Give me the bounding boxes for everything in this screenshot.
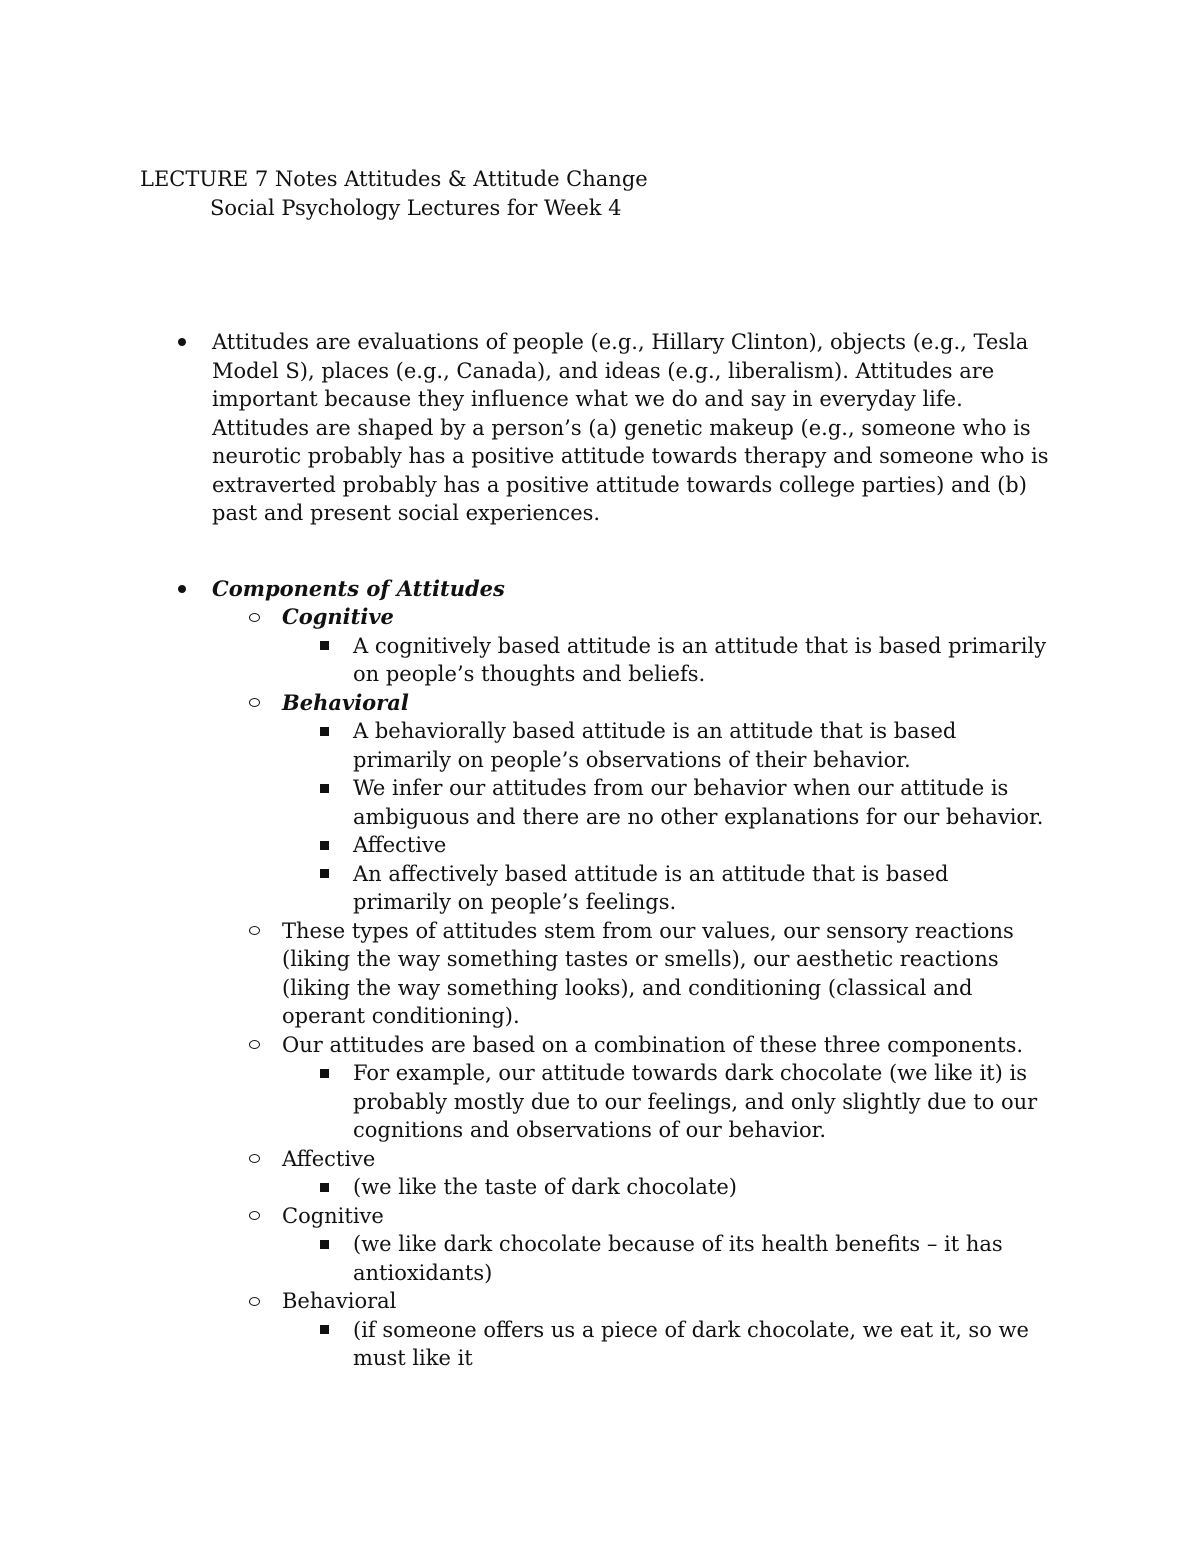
list-item-combination [0, 1031, 1200, 1060]
bullet-ring-icon [244, 1287, 264, 1316]
ex-behavioral-label: Behavioral [282, 1289, 397, 1313]
list-item-types-stem [0, 917, 1200, 1031]
types-stem-text: These types of attitudes stem from our values, our sensory reactions (liking the way something tastes or smells), our aesthetic reactions (liking the way something looks), and conditioning (classical and operant conditioning). [282, 918, 1014, 1028]
list-item-cognitive [0, 603, 1200, 632]
list-item-ex-cognitive [0, 1202, 1200, 1231]
bullet-ring-icon [244, 917, 264, 946]
document-subtitle: Social Psychology Lectures for Week 4 [210, 196, 622, 220]
bullet-ring-icon [244, 603, 264, 632]
cognitive-heading: Cognitive [282, 604, 394, 629]
intro-text: Attitudes are evaluations of people (e.g., Hillary Clinton), objects (e.g., Tesla Model S), places (e.g., Canada), and ideas (e.g., liberalism). Attitudes are important because they influence what we do and say in everyday life. Attitudes are shaped by a person’s (a) genetic makeup (e.g., someone who is neurotic probably has a positive attitude towards therapy and someone who is extraverted probably has a positive attitude towards college parties) and (b) past and present social experiences. [212, 330, 1049, 525]
bullet-square-icon [314, 831, 334, 860]
document-title: LECTURE 7 Notes Attitudes & Attitude Change [140, 167, 648, 191]
list-item-ex-behavioral [0, 1287, 1200, 1316]
list-item-affective [0, 831, 1200, 860]
list-item-example [0, 1059, 1200, 1145]
ex-behavioral-text: (if someone offers us a piece of dark chocolate, we eat it, so we must like it [353, 1317, 1029, 1370]
ex-cognitive-label: Cognitive [282, 1203, 384, 1228]
list-item-ex-affective [0, 1145, 1200, 1174]
bullet-ring-icon [244, 689, 264, 718]
bullet-square-icon [314, 1059, 334, 1088]
bullet-ring-icon [244, 1145, 264, 1174]
components-heading: Components of Attitudes [212, 575, 505, 601]
affective-label: Affective [353, 833, 447, 857]
list-item-behavioral-def [0, 717, 1200, 774]
list-item-ex-affective-text [0, 1173, 1200, 1202]
list-item-behavioral-infer [0, 774, 1200, 831]
bullet-square-icon [314, 1230, 334, 1259]
ex-affective-label: Affective [282, 1146, 376, 1171]
affective-definition: An affectively based attitude is an attitude that is based primarily on people’s feelings. [353, 861, 949, 914]
ex-cognitive-text: (we like dark chocolate because of its health benefits – it has antioxidants) [353, 1232, 1003, 1285]
bullet-square-icon [314, 717, 334, 746]
bullet-square-icon [314, 1316, 334, 1345]
cognitive-definition: A cognitively based attitude is an attitude that is based primarily on people’s thoughts and beliefs. [353, 633, 1047, 686]
behavioral-definition: A behaviorally based attitude is an attitude that is based primarily on people’s observations of their behavior. [353, 719, 957, 772]
bullet-ring-icon [244, 1202, 264, 1231]
list-item-components [0, 575, 1200, 604]
bullet-dot-icon [172, 328, 192, 357]
ex-affective-text: (we like the taste of dark chocolate) [353, 1175, 737, 1199]
bullet-dot-icon [172, 575, 192, 604]
combination-text: Our attitudes are based on a combination of these three components. [282, 1032, 1024, 1057]
bullet-ring-icon [244, 1031, 264, 1060]
bullet-square-icon [314, 632, 334, 661]
list-item-affective-def [0, 860, 1200, 917]
list-item-ex-cognitive-text [0, 1230, 1200, 1287]
bullet-square-icon [314, 860, 334, 889]
list-item-intro [0, 328, 1200, 528]
list-item-ex-behavioral-text [0, 1316, 1200, 1373]
list-item-behavioral [0, 689, 1200, 718]
behavioral-heading: Behavioral [282, 689, 409, 715]
behavioral-inference: We infer our attitudes from our behavior when our attitude is ambiguous and there are no other explanations for our behavior. [353, 776, 1044, 829]
bullet-square-icon [314, 1173, 334, 1202]
list-item-cognitive-def [0, 632, 1200, 689]
notes-body [0, 328, 1200, 1373]
example-text: For example, our attitude towards dark chocolate (we like it) is probably mostly due to our feelings, and only slightly due to our cognitions and observations of our behavior. [353, 1061, 1038, 1142]
bullet-square-icon [314, 774, 334, 803]
